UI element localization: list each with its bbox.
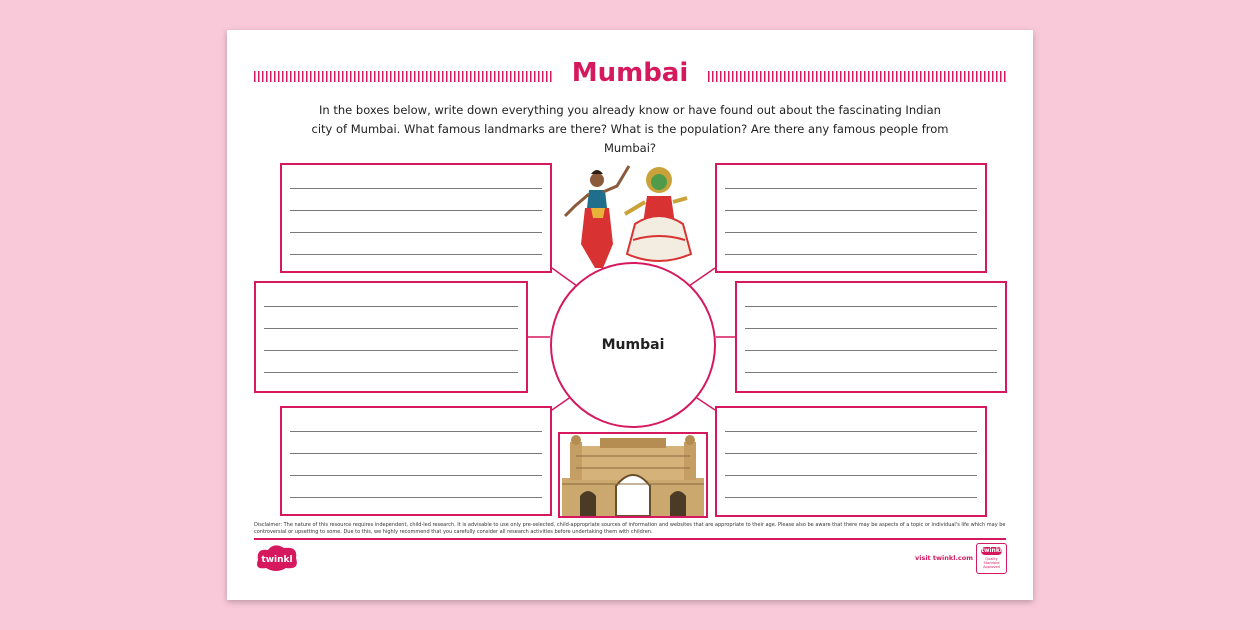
writing-box-middle-right[interactable]: [735, 281, 1007, 393]
worksheet: [227, 30, 1033, 600]
visit-link[interactable]: visit twinkl.com: [915, 554, 974, 562]
writing-box-bottom-left[interactable]: [280, 406, 552, 516]
writing-box-bottom-right[interactable]: [715, 406, 987, 517]
page-title: Mumbai: [571, 58, 689, 88]
disclaimer-text: Disclaimer: The nature of this resource requires independent, child-led research. It is advisable to use only pre-selected, child-appropriate sources of information and websites that are appropriate to their age. Please also be aware that there may be aspects of a topic or individual's life which may be controversial or upsetting to some. Due to this, we highly recommend that you carefully consider all research activities before undertaking them with children.: [254, 522, 1006, 535]
gateway-of-india-illustration: [560, 434, 706, 516]
center-circle: [550, 262, 716, 428]
badge-title: twinkl: [981, 547, 1002, 554]
instructions-text: In the boxes below, write down everything you already know or have found out about the fascinating Indian city of Mumbai. What famous landmarks are there? What is the population? Are there any famous people from Mumbai?: [311, 103, 949, 155]
writing-box-middle-left[interactable]: [254, 281, 528, 393]
logo-text: twinkl: [261, 555, 293, 565]
twinkl-logo[interactable]: [254, 544, 300, 572]
quality-badge: [976, 543, 1007, 574]
writing-box-top-right[interactable]: [715, 163, 987, 273]
writing-box-top-left[interactable]: [280, 163, 552, 273]
center-label: Mumbai: [601, 337, 665, 353]
gateway-of-india-frame: [558, 432, 708, 518]
badge-subtitle: Quality Standard Approved: [983, 557, 1000, 569]
footer-divider: [254, 538, 1006, 540]
indian-dancers-illustration: [555, 158, 705, 276]
